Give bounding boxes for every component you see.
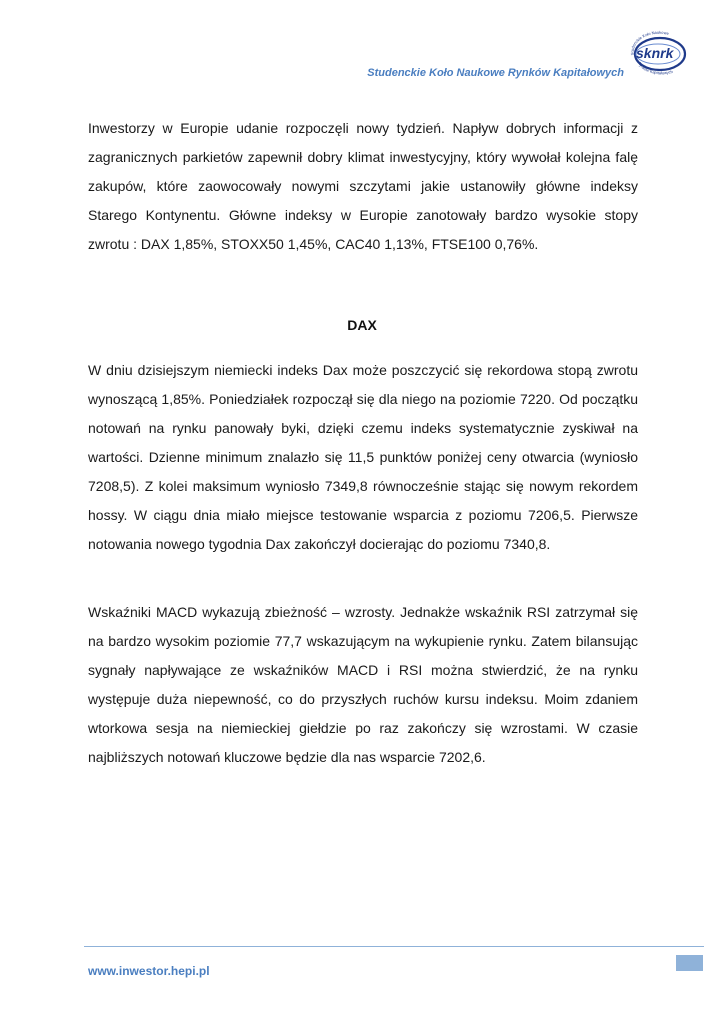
sknrk-logo — [624, 27, 692, 79]
footer-website-link[interactable]: www.inwestor.hepi.pl — [88, 964, 210, 978]
logo-caption-top: Studenckie Koło Naukowe — [629, 29, 670, 56]
header-title: Studenckie Koło Naukowe Rynków Kapitałowych — [367, 67, 624, 79]
logo-caption-bottom: Rynków Kapitałowych — [636, 61, 674, 76]
dax-paragraph-1: W dniu dzisiejszym niemiecki indeks Dax może poszczycić się rekordowa stopą zwrotu wynoszącą 1,85%. Poniedziałek rozpoczął się dla niego na poziomie 7220. Od początku notowań na rynku panowały byki, dzięki czemu indeks systematycznie zyskiwał na wartości. Dzienne minimum znalazło się 11,5 punktów poniżej ceny otwarcia (wyniosło 7208,5). Z kolei maksimum wyniosło 7349,8 równocześnie stając się nowym rekordem hossy. W ciągu dnia miało miejsce testowanie wsparcia z poziomu 7206,5. Pierwsze notowania nowego tygodnia Dax zakończył docierając do poziomu 7340,8. — [88, 362, 638, 552]
page-number-box — [676, 955, 703, 971]
intro-paragraph: Inwestorzy w Europie udanie rozpoczęli nowy tydzień. Napływ dobrych informacji z zagranicznych parkietów zapewnił dobry klimat inwestycyjny, który wywołał kolejna falę zakupów, które zaowocowały nowymi szczytami jakie ustanowiły główne indeksy Starego Kontynentu. Główne indeksy w Europie zanotowały bardzo wysokie stopy zwrotu : DAX 1,85%, STOXX50 1,45%, CAC40 1,13%, FTSE100 0,76%. — [88, 120, 638, 252]
dax-paragraph-2: Wskaźniki MACD wykazują zbieżność – wzrosty. Jednakże wskaźnik RSI zatrzymał się na bardzo wysokim poziomie 77,7 wskazującym na wykupienie rynku. Zatem bilansując sygnały napływające ze wskaźników MACD i RSI można stwierdzić, że na rynku występuje duża niepewność, co do przyszłych ruchów kursu indeksu. Moim zdaniem wtorkowa sesja na niemieckiej giełdzie po raz zakończy się wzrostami. W czasie najbliższych notowań kluczowe będzie dla nas wsparcie 7202,6. — [88, 604, 638, 765]
section-heading: DAX — [347, 317, 377, 333]
logo-text: sknrk — [636, 45, 674, 61]
footer-divider — [84, 946, 704, 947]
